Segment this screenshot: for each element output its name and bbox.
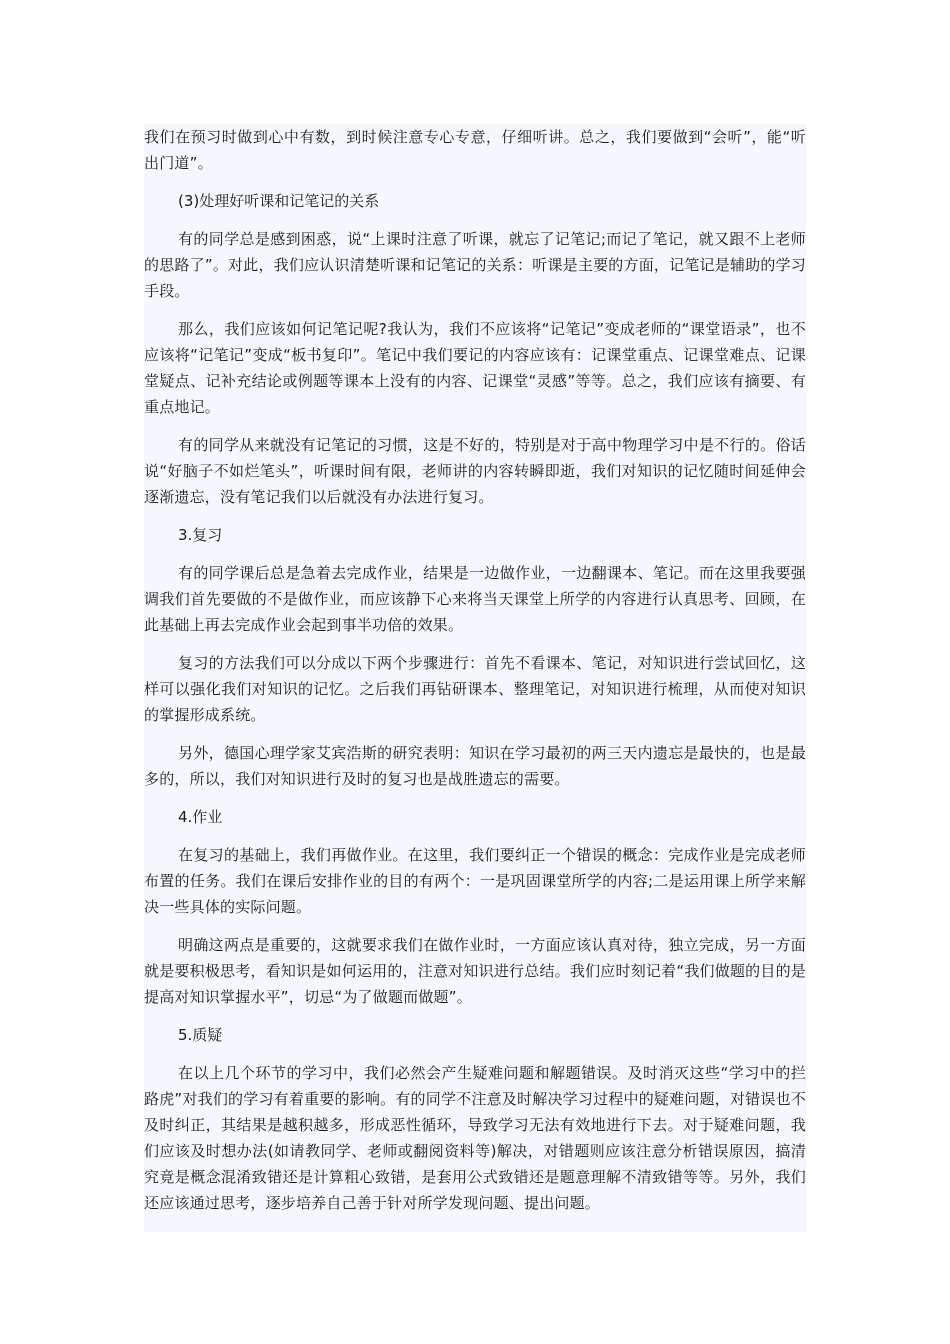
paragraph-notes-confusion: 有的同学总是感到困惑，说“上课时注意了听课，就忘了记笔记;而记了笔记，就又跟不上老师的思路了”。对此，我们应认识清楚听课和记笔记的关系：听课是主要的方面，记笔记是辅助的学习手段。 bbox=[144, 230, 806, 300]
heading-questioning: 5.质疑 bbox=[178, 1026, 223, 1044]
paragraph-homework-purpose: 在复习的基础上，我们再做作业。在这里，我们要纠正一个错误的概念：完成作业是完成老师布置的任务。我们在课后安排作业的目的有两个：一是巩固课堂所学的内容;二是运用课上所学来解决一些具体的实际问题。 bbox=[144, 846, 806, 916]
paragraph-homework-attitude: 明确这两点是重要的，这就要求我们在做作业时，一方面应该认真对待，独立完成，另一方面就是要积极思考，看知识是如何运用的，注意对知识进行总结。我们应时刻记着“我们做题的目的是提高对知识掌握水平”，切忌“为了做题而做题”。 bbox=[144, 936, 806, 1006]
paragraph-review-first: 有的同学课后总是急着去完成作业，结果是一边做作业，一边翻课本、笔记。而在这里我要强调我们首先要做的不是做作业，而应该静下心来将当天课堂上所学的内容进行认真思考、回顾，在此基础上再去完成作业会起到事半功倍的效果。 bbox=[144, 564, 806, 634]
heading-homework: 4.作业 bbox=[178, 808, 223, 826]
paragraph-how-to-take-notes: 那么，我们应该如何记笔记呢?我认为，我们不应该将“记笔记”变成老师的“课堂语录”，也不应该将“记笔记”变成“板书复印”。笔记中我们要记的内容应该有：记课堂重点、记课堂难点、记课堂疑点、记补充结论或例题等课本上没有的内容、记课堂“灵感”等等。总之，我们应该有摘要、有重点地记。 bbox=[144, 320, 806, 416]
heading-review: 3.复习 bbox=[178, 526, 223, 544]
paragraph-ebbinghaus: 另外，德国心理学家艾宾浩斯的研究表明：知识在学习最初的两三天内遗忘是最快的，也是最多的，所以，我们对知识进行及时的复习也是战胜遗忘的需要。 bbox=[144, 744, 806, 788]
heading-listening-notes: (3)处理好听课和记笔记的关系 bbox=[178, 192, 380, 210]
paragraph-review-method: 复习的方法我们可以分成以下两个步骤进行：首先不看课本、笔记，对知识进行尝试回忆，这样可以强化我们对知识的记忆。之后我们再钻研课本、整理笔记，对知识进行梳理，从而使对知识的掌握形成系统。 bbox=[144, 654, 806, 724]
document-body bbox=[144, 124, 806, 1232]
paragraph-preview-continuation: 我们在预习时做到心中有数，到时候注意专心专意，仔细听讲。总之，我们要做到“会听”，能“听出门道”。 bbox=[144, 128, 806, 172]
paragraph-questioning: 在以上几个环节的学习中，我们必然会产生疑难问题和解题错误。及时消灭这些“学习中的拦路虎”对我们的学习有着重要的影响。有的同学不注意及时解决学习过程中的疑难问题，对错误也不及时纠正，其结果是越积越多，形成恶性循环，导致学习无法有效地进行下去。对于疑难问题，我们应该及时想办法(如请教同学、老师或翻阅资料等)解决，对错题则应该注意分析错误原因，搞清究竟是概念混淆致错还是计算粗心致错，是套用公式致错还是题意理解不清致错等等。另外，我们还应该通过思考，逐步培养自己善于针对所学发现问题、提出问题。 bbox=[144, 1064, 806, 1212]
paragraph-notes-habit: 有的同学从来就没有记笔记的习惯，这是不好的，特别是对于高中物理学习中是不行的。俗话说“好脑子不如烂笔头”，听课时间有限，老师讲的内容转瞬即逝，我们对知识的记忆随时间延伸会逐渐遗忘，没有笔记我们以后就没有办法进行复习。 bbox=[144, 436, 806, 506]
